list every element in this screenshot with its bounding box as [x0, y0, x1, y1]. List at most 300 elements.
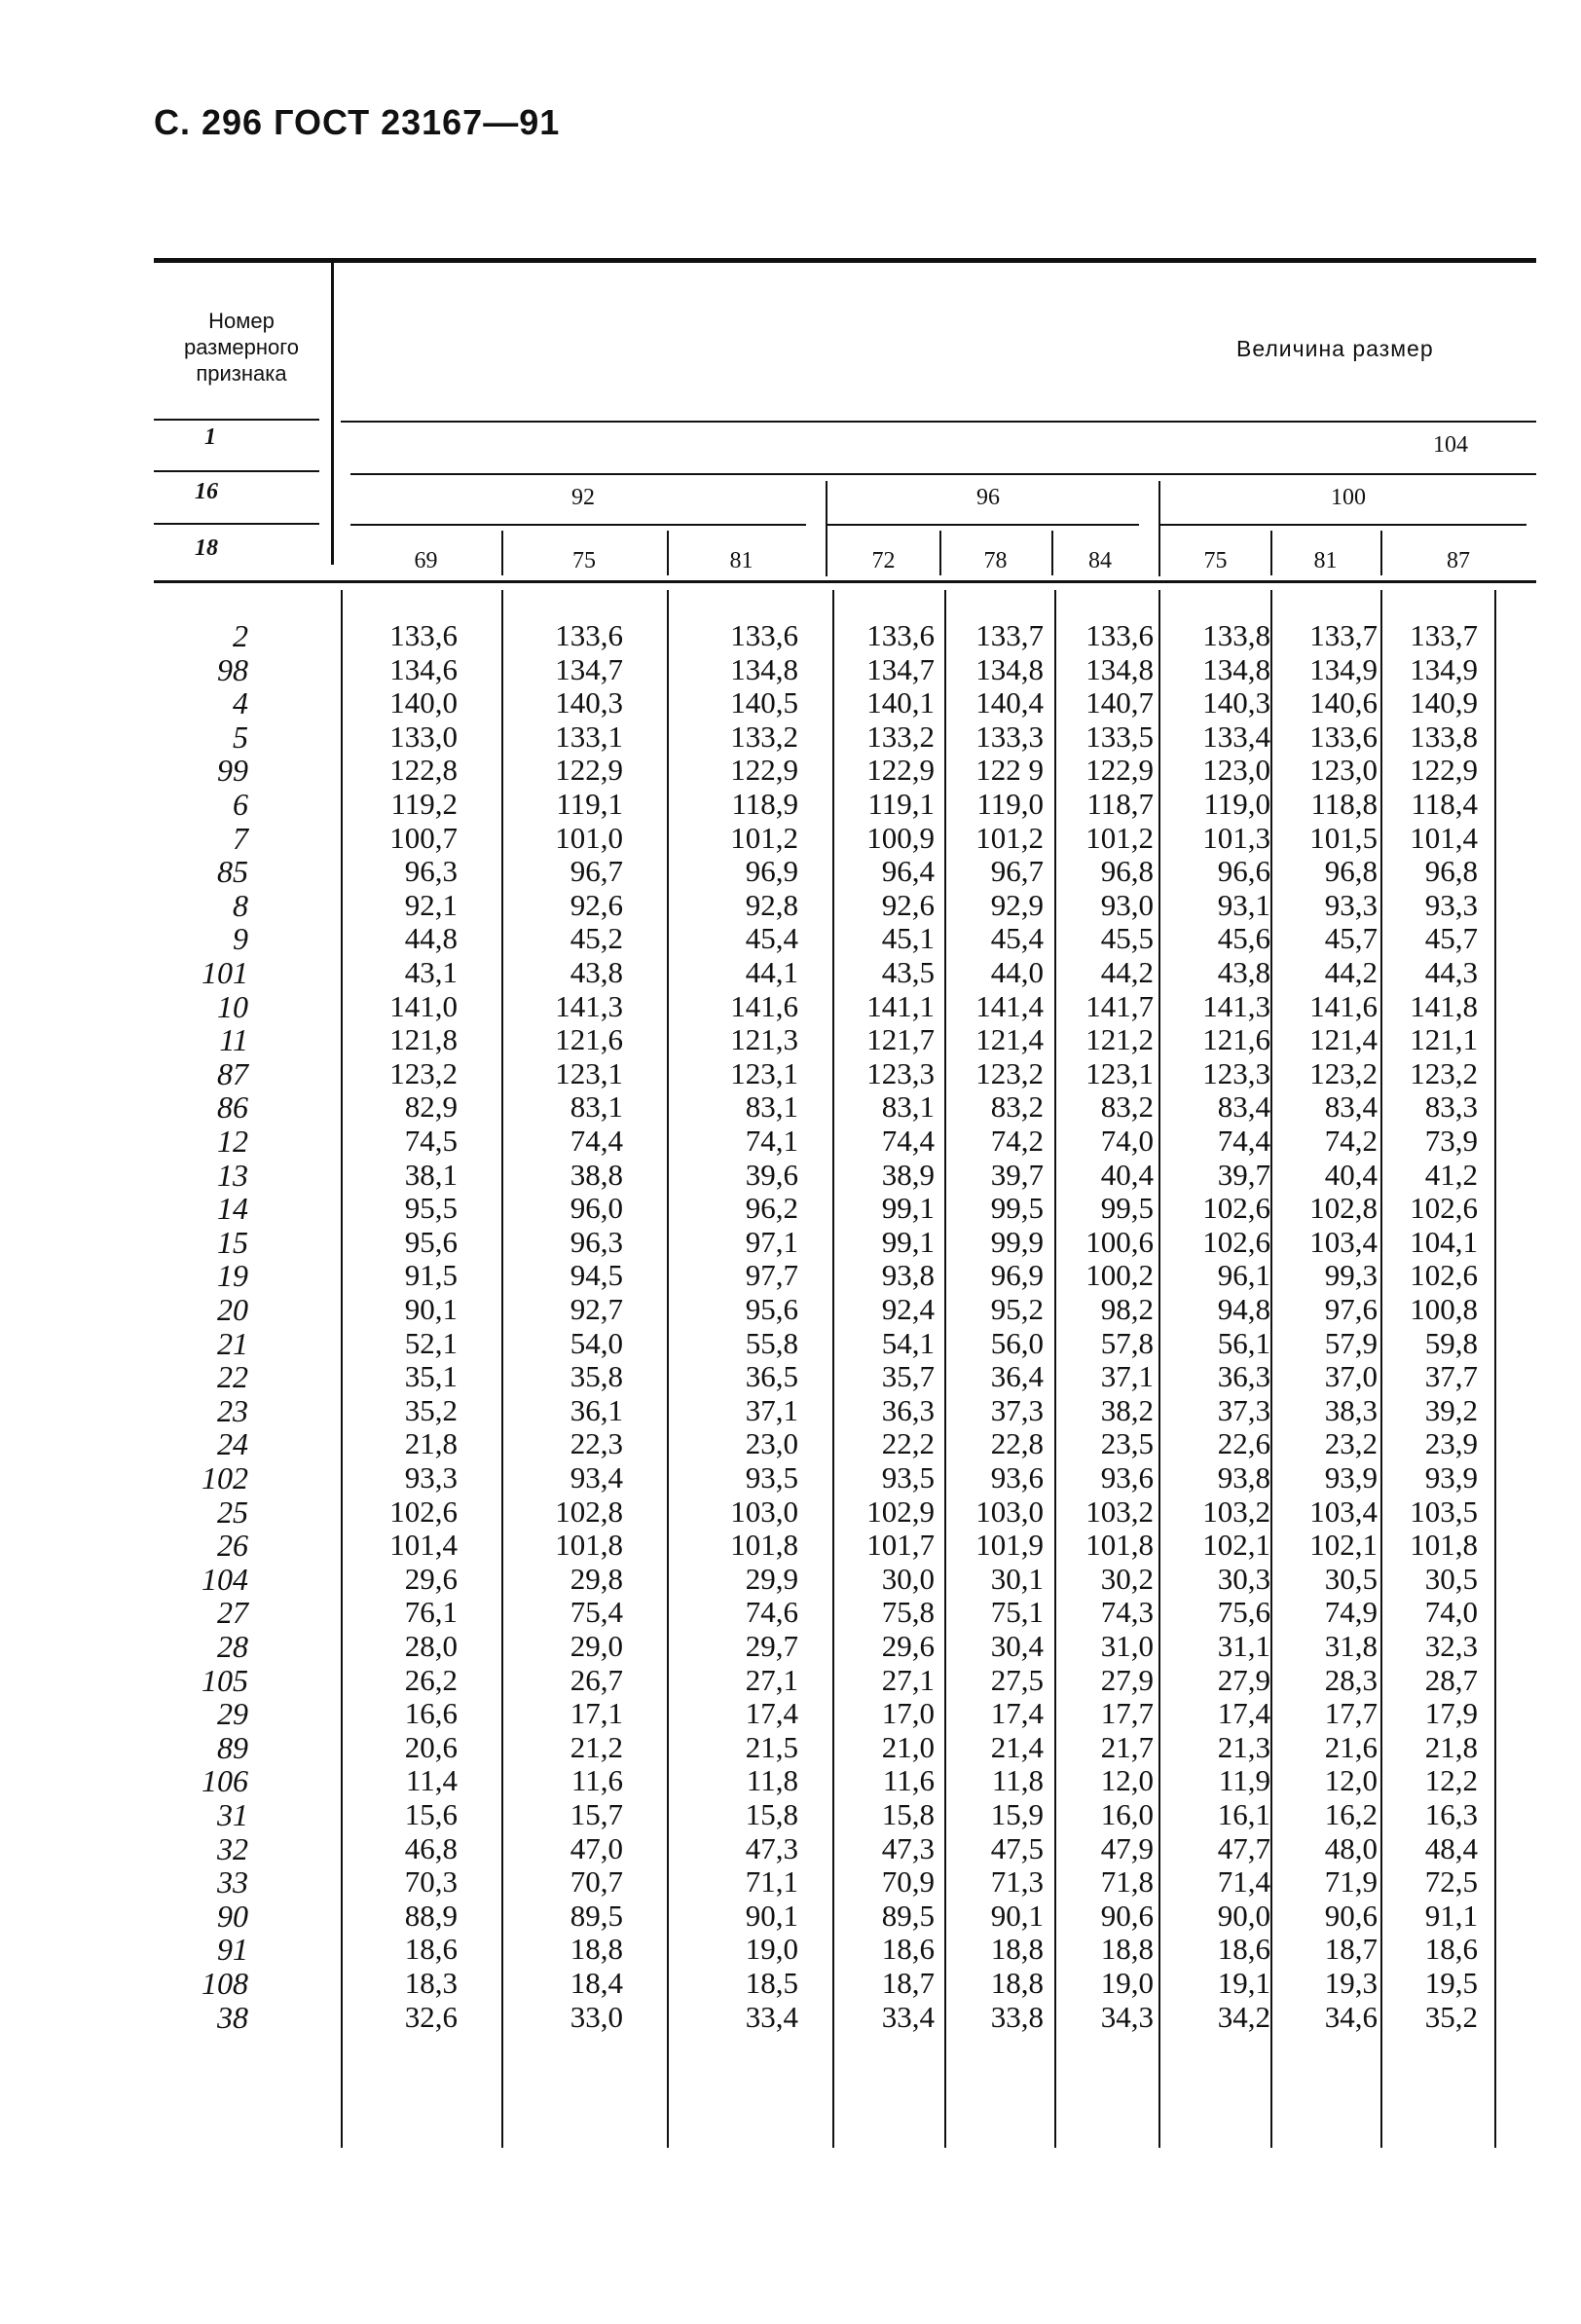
- table-cell: 122,9: [555, 753, 623, 788]
- table-cell: 102,6: [1202, 1191, 1270, 1226]
- table-cell: 45,4: [990, 921, 1044, 956]
- table-cell: 55,8: [745, 1325, 798, 1360]
- table-cell: 39,2: [1424, 1392, 1478, 1427]
- table-cell: 47,0: [570, 1830, 623, 1865]
- table-cell: 36,3: [1217, 1359, 1270, 1394]
- table-cell: 101,3: [1202, 820, 1270, 855]
- table-cell: 18,8: [570, 1932, 623, 1967]
- table-cell: 122,9: [1085, 753, 1154, 788]
- table-cell: 43,8: [570, 955, 623, 989]
- table-cell: 37,1: [1100, 1359, 1154, 1394]
- table-cell: 21,8: [404, 1426, 458, 1461]
- table-cell: 141,8: [1410, 988, 1478, 1023]
- table-cell: 16,2: [1324, 1797, 1378, 1831]
- header-rule-3: [154, 523, 319, 525]
- table-cell: 12,0: [1100, 1763, 1154, 1798]
- row-label: 101: [202, 955, 248, 990]
- table-cell: 95,5: [404, 1191, 458, 1226]
- table-cell: 43,8: [1217, 955, 1270, 989]
- table-cell: 74,2: [990, 1124, 1044, 1158]
- table-cell: 74,4: [1217, 1124, 1270, 1158]
- table-cell: 140,3: [1202, 685, 1270, 720]
- table-cell: 141,1: [866, 988, 935, 1023]
- table-cell: 21,6: [1324, 1729, 1378, 1764]
- table-cell: 44,2: [1100, 955, 1154, 989]
- table-cell: 119,1: [556, 787, 623, 821]
- table-cell: 39,7: [990, 1157, 1044, 1192]
- row-label: 15: [217, 1224, 248, 1260]
- table-cell: 32,3: [1424, 1629, 1478, 1663]
- table-cell: 102,1: [1202, 1528, 1270, 1563]
- table-cell: 95,2: [990, 1292, 1044, 1326]
- sub-value: 81: [1313, 548, 1338, 573]
- table-cell: 93,4: [570, 1460, 623, 1494]
- table-cell: 11,8: [746, 1763, 798, 1798]
- table-cell: 133,8: [1202, 618, 1270, 652]
- page-header: С. 296 ГОСТ 23167—91: [154, 102, 561, 142]
- table-cell: 101,2: [1085, 820, 1154, 855]
- table-cell: 16,6: [404, 1696, 458, 1731]
- row-label: 28: [217, 1629, 248, 1664]
- table-cell: 119,0: [1203, 787, 1270, 821]
- group-divider: [1158, 481, 1160, 576]
- table-cell: 133,6: [1085, 618, 1154, 652]
- table-cell: 83,3: [1424, 1089, 1478, 1125]
- header-rule-2b: [350, 473, 1536, 475]
- table-cell: 23,9: [1424, 1426, 1478, 1461]
- table-cell: 140,0: [389, 685, 458, 720]
- table-cell: 140,5: [730, 685, 798, 720]
- table-cell: 74,3: [1100, 1595, 1154, 1630]
- table-cell: 100,9: [866, 820, 935, 855]
- table-cell: 88,9: [404, 1898, 458, 1933]
- table-cell: 73,9: [1424, 1124, 1478, 1158]
- table-cell: 18,6: [404, 1932, 458, 1967]
- table-cell: 31,0: [1100, 1629, 1154, 1663]
- table-cell: 141,3: [1202, 988, 1270, 1023]
- row-label: 87: [217, 1055, 248, 1091]
- table-cell: 36,5: [745, 1359, 798, 1394]
- table-cell: 123,2: [389, 1055, 458, 1090]
- row-label: 24: [217, 1426, 248, 1462]
- table-cell: 95,6: [745, 1292, 798, 1326]
- table-cell: 43,5: [881, 955, 935, 989]
- table-cell: 123,2: [1410, 1055, 1478, 1090]
- table-cell: 47,3: [745, 1830, 798, 1865]
- table-cell: 123,0: [1309, 753, 1378, 788]
- row-label: 6: [233, 787, 248, 822]
- table-cell: 71,9: [1324, 1864, 1378, 1900]
- table-cell: 15,9: [990, 1797, 1044, 1831]
- table-cell: 22,2: [881, 1426, 935, 1461]
- table-cell: 75,6: [1217, 1595, 1270, 1630]
- row-label: 9: [233, 921, 248, 957]
- table-cell: 20,6: [404, 1729, 458, 1764]
- table-cell: 52,1: [404, 1325, 458, 1360]
- table-cell: 123,1: [730, 1055, 798, 1090]
- table-cell: 118,8: [1310, 787, 1378, 821]
- table-cell: 103,2: [1202, 1494, 1270, 1529]
- table-cell: 122,9: [730, 753, 798, 788]
- table-cell: 27,1: [745, 1662, 798, 1697]
- stub-divider: [331, 263, 334, 565]
- table-cell: 34,3: [1100, 1999, 1154, 2034]
- table-cell: 21,2: [570, 1729, 623, 1764]
- group-rule: [350, 524, 806, 526]
- table-cell: 38,1: [404, 1157, 458, 1192]
- table-cell: 119,1: [867, 787, 935, 821]
- group-value: 96: [976, 485, 1000, 510]
- table-cell: 18,6: [1424, 1932, 1478, 1967]
- row-label: 33: [217, 1864, 248, 1900]
- table-cell: 22,8: [990, 1426, 1044, 1461]
- sub-divider: [1380, 531, 1382, 575]
- table-cell: 99,1: [881, 1224, 935, 1259]
- table-cell: 141,0: [389, 988, 458, 1023]
- row-label: 21: [217, 1325, 248, 1361]
- table-cell: 102,6: [389, 1494, 458, 1529]
- sub-divider: [667, 531, 669, 575]
- table-cell: 104,1: [1410, 1224, 1478, 1259]
- table-cell: 96,4: [881, 854, 935, 889]
- table-cell: 30,2: [1100, 1561, 1154, 1596]
- table-cell: 90,1: [745, 1898, 798, 1933]
- row-label: 106: [202, 1763, 248, 1799]
- table-cell: 45,1: [881, 921, 935, 956]
- row-label: 11: [219, 1022, 248, 1058]
- table-cell: 133,8: [1410, 719, 1478, 754]
- row-label: 32: [217, 1830, 248, 1866]
- table-cell: 17,9: [1424, 1696, 1478, 1731]
- table-cell: 74,9: [1324, 1595, 1378, 1630]
- columns-title: Величина размер: [1236, 336, 1434, 361]
- table-cell: 41,2: [1424, 1157, 1478, 1192]
- table-cell: 102,9: [866, 1494, 935, 1529]
- table-cell: 92,8: [745, 887, 798, 922]
- table-cell: 134,9: [1410, 651, 1478, 686]
- sub-divider: [1270, 531, 1272, 575]
- table-cell: 19,0: [1100, 1966, 1154, 2000]
- table-cell: 83,4: [1217, 1089, 1270, 1125]
- level-label-1: 1: [204, 424, 216, 450]
- table-cell: 57,9: [1324, 1325, 1378, 1360]
- table-cell: 83,2: [990, 1089, 1044, 1125]
- table-cell: 93,3: [1324, 887, 1378, 922]
- table-cell: 23,2: [1324, 1426, 1378, 1461]
- table-cell: 121,4: [975, 1022, 1044, 1057]
- table-cell: 45,7: [1424, 921, 1478, 956]
- table-cell: 123,3: [1202, 1055, 1270, 1090]
- table-cell: 28,0: [404, 1629, 458, 1663]
- table-cell: 76,1: [404, 1595, 458, 1630]
- table-cell: 96,7: [990, 854, 1044, 889]
- table-cell: 100,8: [1410, 1292, 1478, 1326]
- column-rule: [667, 590, 669, 2148]
- table-cell: 121,8: [389, 1022, 458, 1057]
- table-cell: 17,1: [570, 1696, 623, 1731]
- table-cell: 17,4: [745, 1696, 798, 1731]
- table-cell: 91,5: [404, 1258, 458, 1293]
- row-label: 89: [217, 1729, 248, 1765]
- table-top-rule: [154, 258, 1536, 263]
- table-cell: 44,2: [1324, 955, 1378, 989]
- table-cell: 75,8: [881, 1595, 935, 1630]
- table-cell: 47,9: [1100, 1830, 1154, 1865]
- table-cell: 27,1: [881, 1662, 935, 1697]
- table-cell: 19,3: [1324, 1966, 1378, 2000]
- table-cell: 101,8: [555, 1528, 623, 1563]
- table-cell: 100,7: [389, 820, 458, 855]
- table-cell: 118,7: [1086, 787, 1154, 821]
- table-cell: 96,0: [570, 1191, 623, 1226]
- table-cell: 30,5: [1324, 1561, 1378, 1596]
- table-cell: 93,5: [881, 1460, 935, 1494]
- table-cell: 101,4: [1410, 820, 1478, 855]
- table-cell: 23,0: [745, 1426, 798, 1461]
- row-label: 14: [217, 1191, 248, 1227]
- table-cell: 96,9: [745, 854, 798, 889]
- sub-value: 72: [871, 548, 896, 573]
- table-cell: 44,1: [745, 955, 798, 989]
- table-cell: 121,3: [730, 1022, 798, 1057]
- table-cell: 134,7: [555, 651, 623, 686]
- table-cell: 99,5: [1100, 1191, 1154, 1226]
- table-cell: 22,6: [1217, 1426, 1270, 1461]
- table-cell: 39,7: [1217, 1157, 1270, 1192]
- row-label: 98: [217, 651, 248, 687]
- table-cell: 92,6: [570, 887, 623, 922]
- table-cell: 15,8: [745, 1797, 798, 1831]
- table-cell: 44,0: [990, 955, 1044, 989]
- table-cell: 19,5: [1424, 1966, 1478, 2000]
- table-cell: 38,9: [881, 1157, 935, 1192]
- column-rule: [1494, 590, 1496, 2148]
- table-cell: 103,0: [730, 1494, 798, 1529]
- table-cell: 47,7: [1217, 1830, 1270, 1865]
- table-cell: 99,5: [990, 1191, 1044, 1226]
- table-cell: 18,3: [404, 1966, 458, 2000]
- table-cell: 35,1: [404, 1359, 458, 1394]
- table-cell: 83,4: [1324, 1089, 1378, 1125]
- table-cell: 133,2: [866, 719, 935, 754]
- table-cell: 23,5: [1100, 1426, 1154, 1461]
- table-cell: 12,2: [1424, 1763, 1478, 1798]
- table-cell: 39,6: [745, 1157, 798, 1192]
- table-cell: 122,9: [1410, 753, 1478, 788]
- table-cell: 11,8: [991, 1763, 1044, 1798]
- table-cell: 102,6: [1410, 1191, 1478, 1226]
- table-cell: 34,6: [1324, 1999, 1378, 2034]
- table-cell: 121,6: [555, 1022, 623, 1057]
- level-label-16: 16: [195, 479, 218, 504]
- table-cell: 16,3: [1424, 1797, 1478, 1831]
- table-cell: 59,8: [1424, 1325, 1478, 1360]
- table-cell: 71,1: [745, 1864, 798, 1900]
- table-cell: 35,2: [1424, 1999, 1478, 2034]
- table-cell: 133,2: [730, 719, 798, 754]
- table-cell: 103,4: [1309, 1224, 1378, 1259]
- table-cell: 18,6: [1217, 1932, 1270, 1967]
- table-cell: 37,7: [1424, 1359, 1478, 1394]
- row-label: 38: [217, 1999, 248, 2035]
- row-label: 2: [233, 618, 248, 653]
- table-cell: 134,7: [866, 651, 935, 686]
- table-cell: 119,0: [976, 787, 1044, 821]
- table-cell: 83,1: [745, 1089, 798, 1125]
- group-value: 100: [1331, 485, 1366, 510]
- table-cell: 27,9: [1217, 1662, 1270, 1697]
- table-cell: 141,6: [730, 988, 798, 1023]
- table-cell: 101,2: [730, 820, 798, 855]
- table-cell: 133,0: [389, 719, 458, 754]
- table-cell: 140,4: [975, 685, 1044, 720]
- table-cell: 70,7: [570, 1864, 623, 1900]
- table-cell: 17,7: [1324, 1696, 1378, 1731]
- table-cell: 56,1: [1217, 1325, 1270, 1360]
- table-cell: 40,4: [1100, 1157, 1154, 1192]
- table-cell: 38,8: [570, 1157, 623, 1192]
- table-cell: 44,8: [404, 921, 458, 956]
- table-cell: 134,8: [730, 651, 798, 686]
- table-cell: 90,6: [1100, 1898, 1154, 1933]
- table-cell: 133,7: [1309, 618, 1378, 652]
- table-cell: 22,3: [570, 1426, 623, 1461]
- row-label: 99: [217, 753, 248, 789]
- table-cell: 96,3: [570, 1224, 623, 1259]
- table-cell: 96,8: [1324, 854, 1378, 889]
- table-cell: 93,1: [1217, 887, 1270, 922]
- table-cell: 21,3: [1217, 1729, 1270, 1764]
- row-label: 85: [217, 854, 248, 890]
- table-cell: 121,6: [1202, 1022, 1270, 1057]
- row-label: 7: [233, 820, 248, 856]
- table-cell: 102,8: [555, 1494, 623, 1529]
- table-cell: 28,3: [1324, 1662, 1378, 1697]
- table-cell: 133,3: [975, 719, 1044, 754]
- table-cell: 133,5: [1085, 719, 1154, 754]
- table-cell: 97,7: [745, 1258, 798, 1293]
- table-cell: 90,1: [990, 1898, 1044, 1933]
- table-cell: 21,4: [990, 1729, 1044, 1764]
- row-label: 20: [217, 1292, 248, 1327]
- table-cell: 101,5: [1309, 820, 1378, 855]
- table-cell: 92,7: [570, 1292, 623, 1326]
- table-cell: 30,4: [990, 1629, 1044, 1663]
- table-cell: 118,9: [731, 787, 798, 821]
- table-cell: 71,4: [1217, 1864, 1270, 1900]
- table-cell: 93,8: [1217, 1460, 1270, 1494]
- table-cell: 17,7: [1100, 1696, 1154, 1731]
- row-label: 12: [217, 1124, 248, 1159]
- table-cell: 96,7: [570, 854, 623, 889]
- table-cell: 38,3: [1324, 1392, 1378, 1427]
- table-cell: 121,4: [1309, 1022, 1378, 1057]
- table-cell: 74,0: [1424, 1595, 1478, 1630]
- table-cell: 36,4: [990, 1359, 1044, 1394]
- table-cell: 45,7: [1324, 921, 1378, 956]
- table-cell: 97,1: [745, 1224, 798, 1259]
- table-cell: 93,3: [404, 1460, 458, 1494]
- table-cell: 26,7: [570, 1662, 623, 1697]
- table-cell: 102,8: [1309, 1191, 1378, 1226]
- table-cell: 18,4: [570, 1966, 623, 2000]
- table-cell: 134,8: [1085, 651, 1154, 686]
- table-cell: 89,5: [570, 1898, 623, 1933]
- table-cell: 92,6: [881, 887, 935, 922]
- row-label: 4: [233, 685, 248, 721]
- table-cell: 48,4: [1424, 1830, 1478, 1865]
- table-cell: 101,2: [975, 820, 1044, 855]
- table-cell: 30,3: [1217, 1561, 1270, 1596]
- level-label-18: 18: [195, 535, 218, 561]
- table-cell: 133,6: [389, 618, 458, 652]
- table-cell: 70,3: [404, 1864, 458, 1900]
- table-cell: 103,5: [1410, 1494, 1478, 1529]
- table-cell: 27,5: [990, 1662, 1044, 1697]
- table-cell: 96,8: [1424, 854, 1478, 889]
- table-cell: 101,8: [1085, 1528, 1154, 1563]
- table-cell: 100,2: [1085, 1258, 1154, 1293]
- header-rule-1: [154, 419, 319, 421]
- table-cell: 31,8: [1324, 1629, 1378, 1663]
- table-cell: 34,2: [1217, 1999, 1270, 2034]
- table-cell: 15,8: [881, 1797, 935, 1831]
- table-cell: 121,2: [1085, 1022, 1154, 1057]
- table-cell: 32,6: [404, 1999, 458, 2034]
- sub-value: 75: [1203, 548, 1228, 573]
- table-cell: 19,0: [745, 1932, 798, 1967]
- table-cell: 140,7: [1085, 685, 1154, 720]
- table-cell: 100,6: [1085, 1224, 1154, 1259]
- table-cell: 74,4: [881, 1124, 935, 1158]
- table-cell: 43,1: [404, 955, 458, 989]
- table-cell: 33,8: [990, 1999, 1044, 2034]
- table-cell: 134,8: [975, 651, 1044, 686]
- table-cell: 96,3: [404, 854, 458, 889]
- table-cell: 35,2: [404, 1392, 458, 1427]
- table-cell: 11,4: [405, 1763, 458, 1798]
- row-label: 86: [217, 1089, 248, 1125]
- row-label: 23: [217, 1392, 248, 1428]
- row-label: 108: [202, 1966, 248, 2001]
- table-cell: 18,8: [990, 1932, 1044, 1967]
- table-cell: 31,1: [1217, 1629, 1270, 1663]
- group-divider: [826, 481, 827, 576]
- row-label: 105: [202, 1662, 248, 1698]
- table-cell: 17,0: [881, 1696, 935, 1731]
- table-cell: 47,3: [881, 1830, 935, 1865]
- table-cell: 89,5: [881, 1898, 935, 1933]
- row-label: 27: [217, 1595, 248, 1631]
- table-cell: 101,9: [975, 1528, 1044, 1563]
- table-cell: 21,8: [1424, 1729, 1478, 1764]
- table-cell: 123,2: [975, 1055, 1044, 1090]
- table-cell: 141,4: [975, 988, 1044, 1023]
- table-cell: 54,1: [881, 1325, 935, 1360]
- table-cell: 133,6: [730, 618, 798, 652]
- table-cell: 134,6: [389, 651, 458, 686]
- table-cell: 18,6: [881, 1932, 935, 1967]
- group-value: 92: [571, 485, 595, 510]
- table-cell: 101,8: [1410, 1528, 1478, 1563]
- table-cell: 90,6: [1324, 1898, 1378, 1933]
- header-rule-2: [154, 470, 319, 472]
- table-cell: 29,7: [745, 1629, 798, 1663]
- table-cell: 92,4: [881, 1292, 935, 1326]
- table-cell: 18,8: [1100, 1932, 1154, 1967]
- row-label: 29: [217, 1696, 248, 1732]
- table-cell: 133,6: [1309, 719, 1378, 754]
